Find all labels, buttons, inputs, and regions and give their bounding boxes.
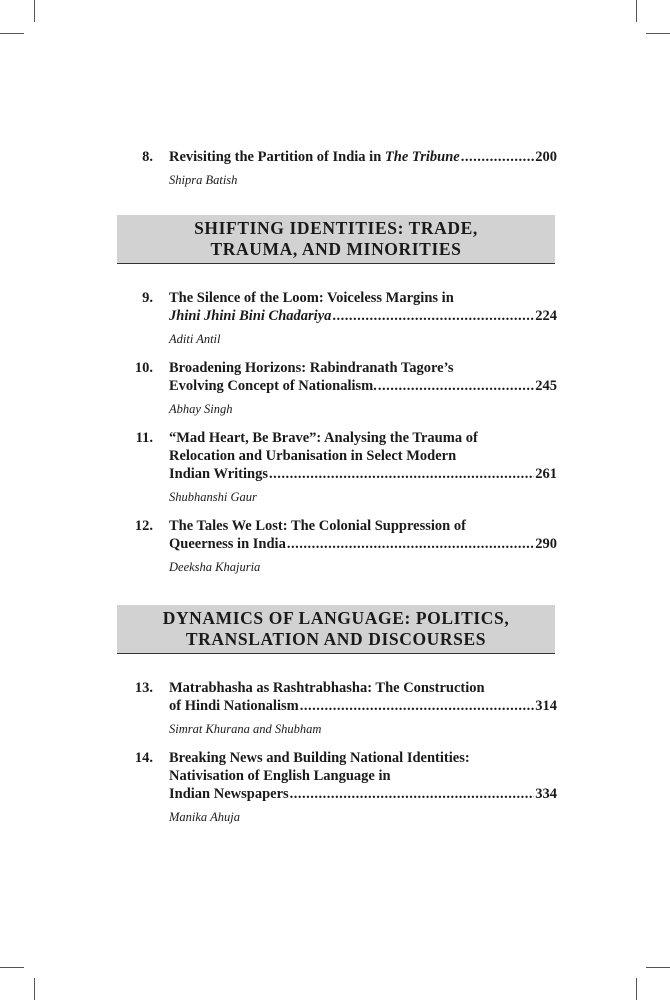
page-number: 314	[535, 698, 557, 714]
section-title-line: DYNAMICS OF LANGUAGE: POLITICS,	[162, 608, 510, 628]
section-title-line: SHIFTING IDENTITIES: TRADE,	[194, 218, 478, 238]
entry-author: Simrat Khurana and Shubham	[169, 722, 322, 736]
page-number: 290	[535, 536, 557, 552]
toc-entry	[117, 289, 557, 347]
entry-number: 8.	[142, 149, 153, 165]
page-number: 200	[535, 149, 557, 165]
entry-author: Abhay Singh	[169, 402, 233, 416]
entry-author: Aditi Antil	[169, 332, 221, 346]
entry-author: Manika Ahuja	[169, 810, 240, 824]
entry-title: Queerness in India	[169, 536, 286, 552]
crop-mark	[0, 33, 24, 34]
crop-mark	[0, 967, 24, 968]
toc-entry	[117, 517, 557, 575]
toc-entry	[117, 429, 557, 505]
leader-dots	[269, 465, 534, 483]
section-header	[117, 215, 555, 264]
entry-number: 13.	[134, 680, 153, 696]
entry-author: Shipra Batish	[169, 173, 238, 187]
toc-entry	[117, 749, 557, 825]
entry-title: Indian Writings	[169, 466, 268, 482]
entry-title-line: Matrabhasha as Rashtrabhasha: The Construction	[169, 680, 485, 696]
entry-title-line: The Tales We Lost: The Colonial Suppression of	[169, 518, 466, 534]
crop-mark	[646, 33, 670, 34]
entry-title-line: “Mad Heart, Be Brave”: Analysing the Trauma of	[169, 430, 478, 446]
entry-title: of Hindi Nationalism	[169, 698, 299, 714]
entry-title-line: Broadening Horizons: Rabindranath Tagore’s	[169, 360, 454, 376]
entry-author: Deeksha Khajuria	[169, 560, 261, 574]
entry-number: 9.	[142, 290, 153, 306]
crop-mark	[34, 978, 35, 1000]
entry-title-line: The Silence of the Loom: Voiceless Margins in	[169, 290, 454, 306]
crop-mark	[646, 967, 670, 968]
entry-number: 10.	[134, 360, 153, 376]
entry-title-line: Relocation and Urbanisation in Select Modern	[169, 448, 457, 464]
toc-entry	[117, 359, 557, 417]
entry-number: 11.	[135, 430, 153, 446]
entry-title-line: Breaking News and Building National Identities:	[169, 750, 470, 766]
page-number: 334	[535, 786, 557, 802]
leader-dots	[287, 535, 534, 553]
section-title-line: TRANSLATION AND DISCOURSES	[185, 629, 487, 649]
entry-author: Shubhanshi Gaur	[169, 490, 257, 504]
entry-title: Jhini Jhini Bini Chadariya	[169, 308, 332, 324]
page-number: 224	[535, 308, 557, 324]
page-number: 261	[535, 466, 557, 482]
entry-title: Evolving Concept of Nationalism.	[169, 378, 377, 394]
crop-mark	[636, 978, 637, 1000]
section-header	[117, 605, 555, 654]
leader-dots	[290, 785, 535, 803]
entry-title: Revisiting the Partition of India in The Tribune	[169, 149, 460, 165]
leader-dots	[300, 697, 535, 715]
leader-dots	[332, 307, 534, 325]
entry-title: Indian Newspapers	[169, 786, 289, 802]
section-title-line: TRAUMA, AND MINORITIES	[210, 239, 462, 259]
crop-mark	[636, 0, 637, 22]
entry-title-line: Nativisation of English Language in	[169, 768, 391, 784]
entry-number: 12.	[134, 518, 153, 534]
leader-dots	[378, 377, 534, 395]
entry-number: 14.	[134, 750, 153, 766]
toc-entry	[117, 148, 557, 188]
toc-entry	[117, 679, 557, 737]
leader-dots	[461, 148, 535, 166]
page-number: 245	[535, 378, 557, 394]
crop-mark	[34, 0, 35, 22]
